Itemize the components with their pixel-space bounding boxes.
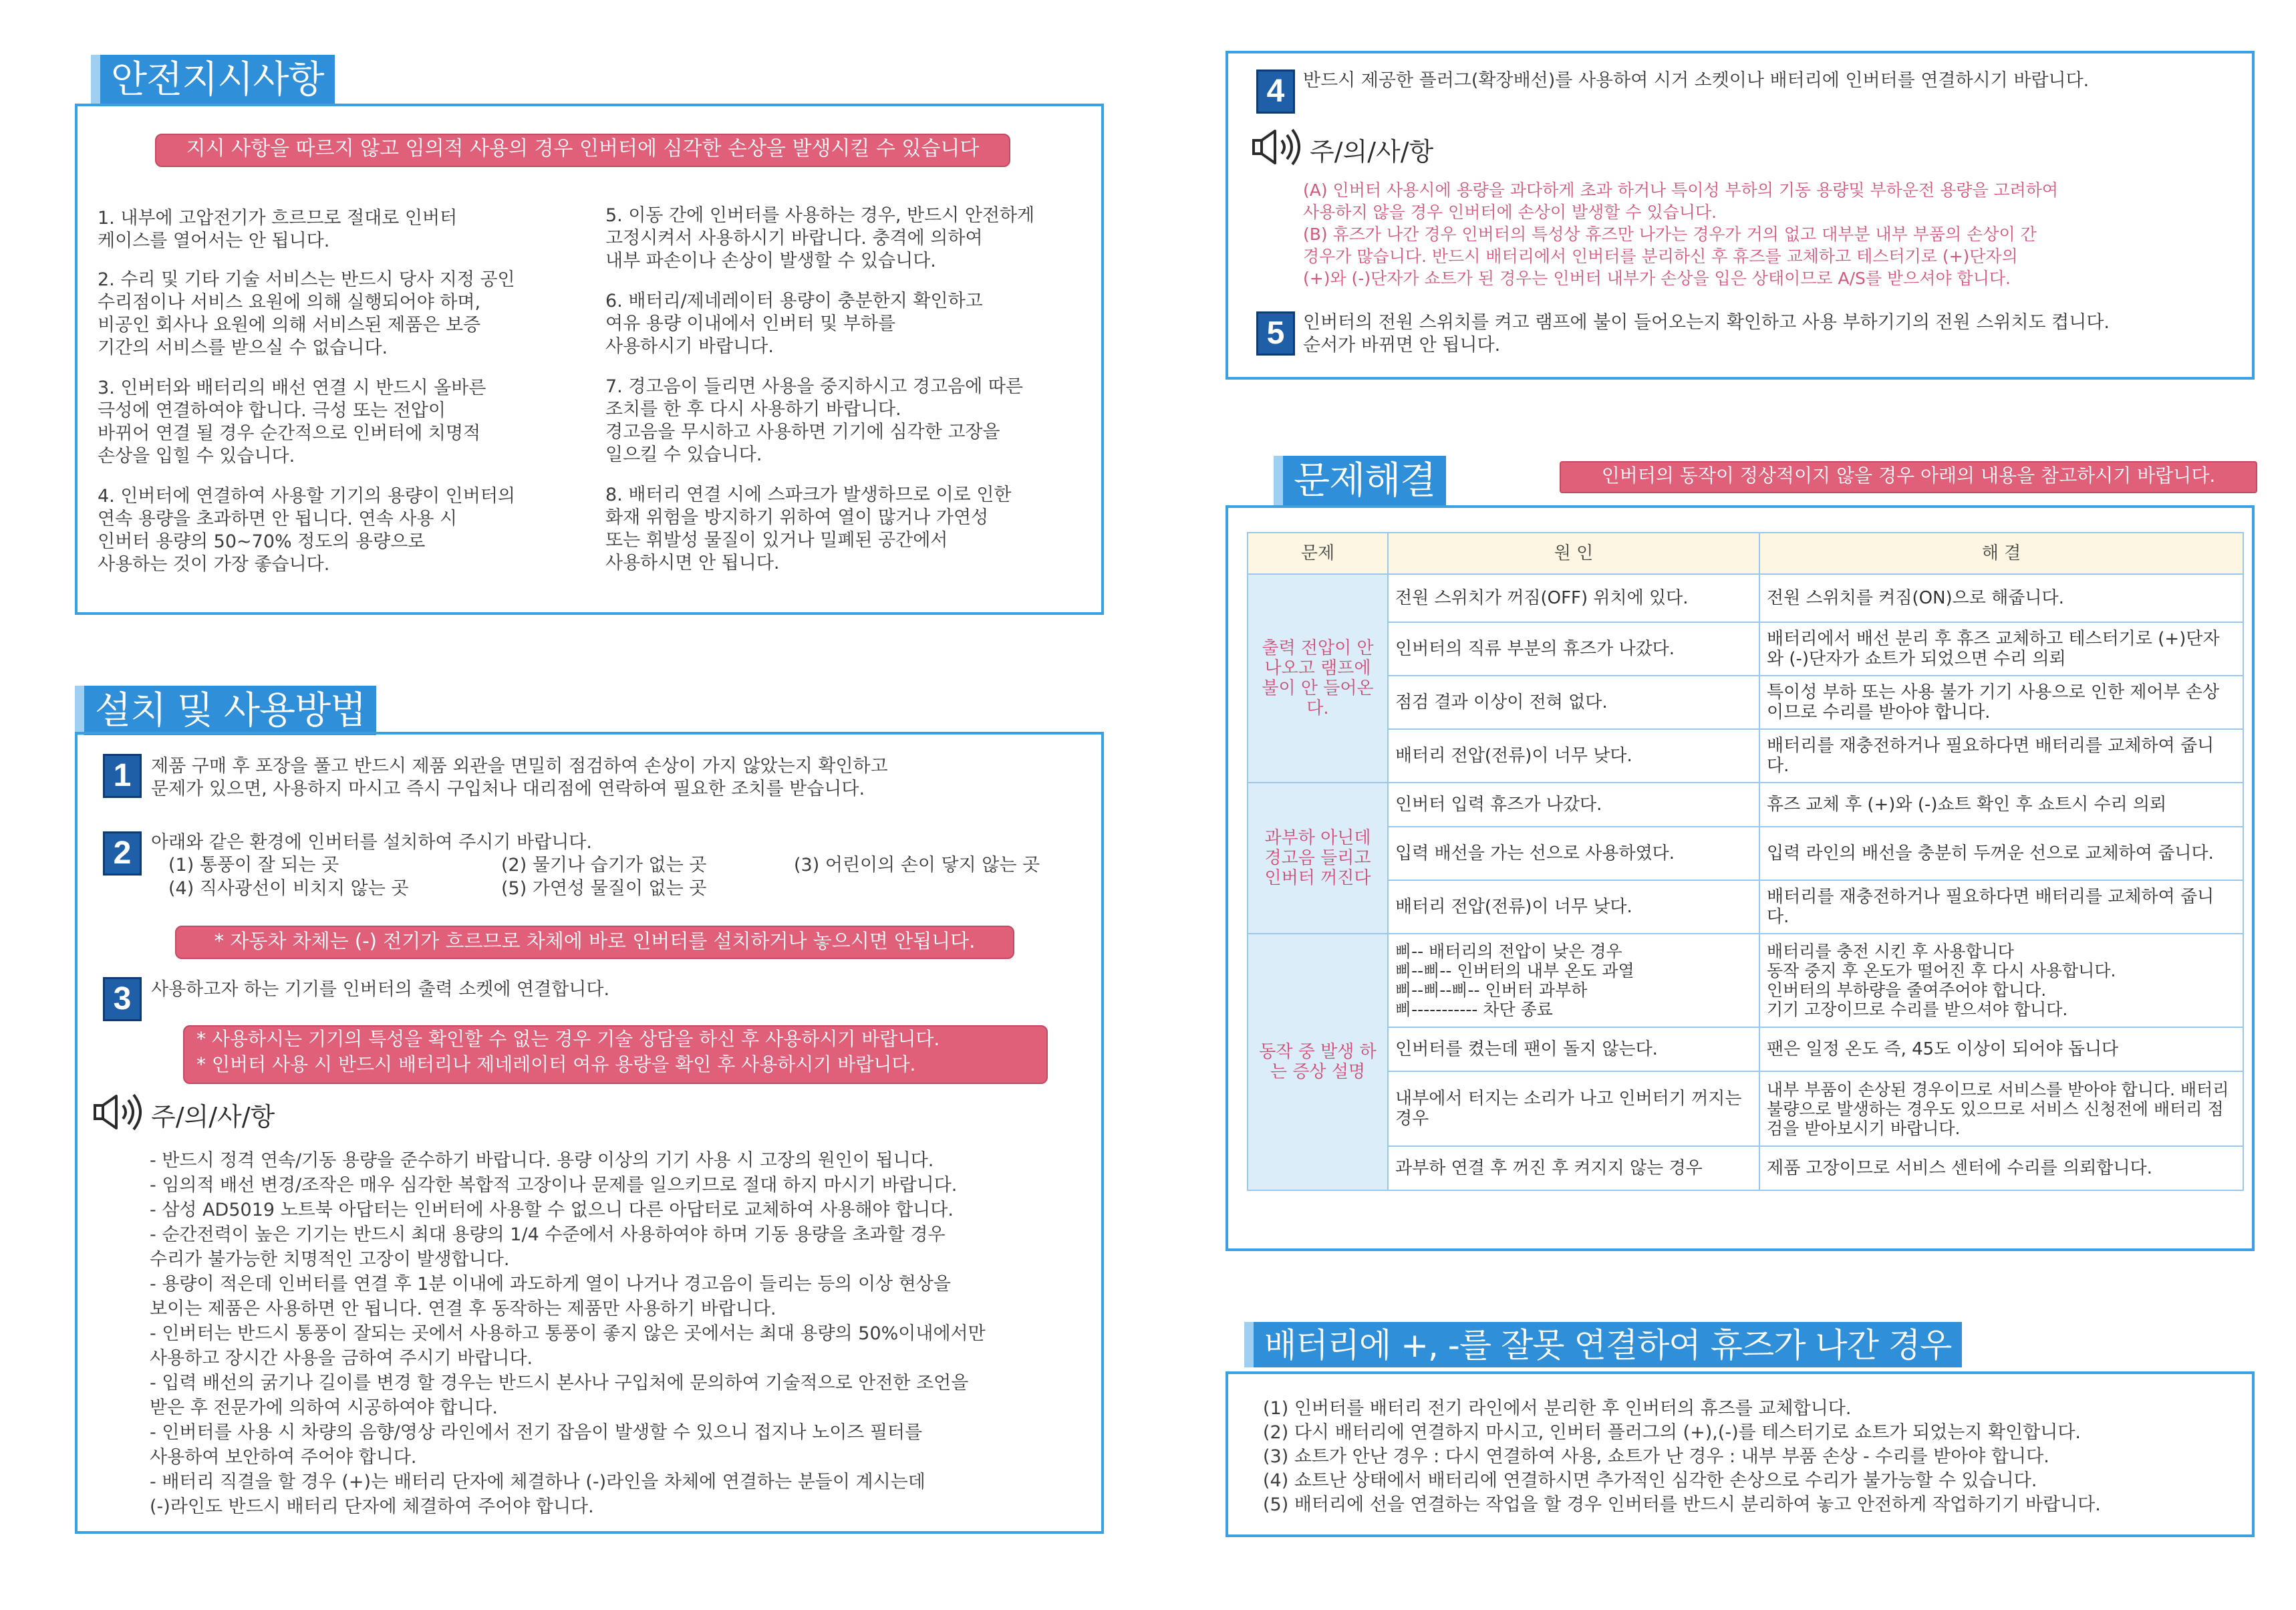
trouble-section-title: 문제해결 [1274, 456, 1446, 505]
step-2-option: (1) 통풍이 잘 되는 곳 [168, 855, 339, 876]
problem-cell: 과부하 아닌데 경고음 들리고 인버터 꺼진다 [1248, 783, 1388, 934]
solution-cell: 배터리에서 배선 분리 후 휴즈 교체하고 테스터기로 (+)단자와 (-)단자가 쇼트가 되었으면 수리 의뢰 [1759, 622, 2243, 676]
cause-cell: 전원 스위치가 꺼짐(OFF) 위치에 있다. [1388, 574, 1759, 622]
safety-item: 1. 내부에 고압전기가 흐르므로 절대로 인버터 케이스를 열어서는 안 됩니다. [98, 208, 458, 251]
caution-line: (B) 휴즈가 나간 경우 인버터의 특성상 휴즈만 나가는 경우가 거의 없고 대부분 내부 부품의 손상이 간 [1303, 225, 2037, 244]
battery-step: (1) 인버터를 배터리 전기 라인에서 분리한 후 인버터의 휴즈를 교체합니다. [1263, 1398, 1852, 1419]
cause-cell: 인버터 입력 휴즈가 나갔다. [1388, 783, 1759, 827]
safety-items-left [98, 207, 579, 576]
caution-line: (+)와 (-)단자가 쇼트가 된 경우는 인버터 내부가 손상을 입은 상태이므로 A/S를 받으셔야 합니다. [1303, 269, 2011, 288]
safety-items-right [605, 205, 1087, 575]
step-1-text: 제품 구매 후 포장을 풀고 반드시 제품 외관을 면밀히 점검하여 손상이 가지 않았는지 확인하고 문제가 있으면, 사용하지 마시고 즉시 구입처나 대리점에 연락하여 필요한 조치를 받습니다. [151, 756, 888, 799]
step-3-warning-line: * 인버터 사용 시 반드시 배터리나 제네레이터 여유 용량을 확인 후 사용하시기 바랍니다. [196, 1053, 916, 1075]
step-2-number: 2 [103, 831, 142, 876]
table-row [1248, 622, 2243, 676]
table-row [1248, 1146, 2243, 1190]
caution-line: - 반드시 정격 연속/기동 용량을 준수하기 바랍니다. 용량 이상의 기기 사용 시 고장의 원인이 됩니다. [150, 1150, 934, 1171]
trouble-banner: 인버터의 동작이 정상적이지 않을 경우 아래의 내용을 참고하시기 바랍니다. [1560, 461, 2257, 493]
safety-item: 7. 경고음이 들리면 사용을 중지하시고 경고음에 따른 조치를 한 후 다시 사용하기 바랍니다. 경고음을 무시하고 사용하면 기기에 심각한 고장을 일으킬 수 있습니다. [605, 376, 1023, 465]
caution-label: 주/의/사/항 [1310, 137, 1434, 166]
solution-cell: 입력 라인의 배선을 충분히 두꺼운 선으로 교체하여 줍니다. [1759, 827, 2243, 880]
step-2-option: (4) 직사광선이 비치지 않는 곳 [168, 878, 409, 899]
caution-line: - 삼성 AD5019 노트북 아답터는 인버터에 사용할 수 없으니 다른 아답터로 교체하여 사용해야 합니다. [150, 1200, 954, 1220]
solution-cell: 팬은 일정 온도 즉, 45도 이상이 되어야 돕니다 [1759, 1027, 2243, 1071]
cause-cell: 점검 결과 이상이 전혀 없다. [1388, 676, 1759, 729]
solution-cell: 배터리를 재충전하거나 필요하다면 배터리를 교체하여 줍니다. [1759, 880, 2243, 934]
caution-line: - 용량이 적은데 인버터를 연결 후 1분 이내에 과도하게 열이 나거나 경고음이 들리는 등의 이상 현상을 [150, 1274, 951, 1295]
step-2-intro: 아래와 같은 환경에 인버터를 설치하여 주시기 바랍니다. [151, 832, 592, 853]
step-2-option: (5) 가연성 물질이 없는 곳 [501, 878, 707, 899]
cause-cell: 내부에서 터지는 소리가 나고 인버터기 꺼지는 경우 [1388, 1071, 1759, 1146]
step-1-number: 1 [103, 754, 142, 798]
cause-cell: 배터리 전압(전류)이 너무 낮다. [1388, 880, 1759, 934]
step-5-text: 인버터의 전원 스위치를 켜고 램프에 불이 들어오는지 확인하고 사용 부하기기의 전원 스위치도 켭니다. 순서가 바뀌면 안 됩니다. [1303, 312, 2110, 356]
cause-cell: 과부하 연결 후 꺼진 후 켜지지 않는 경우 [1388, 1146, 1759, 1190]
solution-cell: 휴즈 교체 후 (+)와 (-)쇼트 확인 후 쇼트시 수리 의뢰 [1759, 783, 2243, 827]
table-row [1248, 880, 2243, 934]
solution-cell: 배터리를 재충전하거나 필요하다면 배터리를 교체하여 줍니다. [1759, 729, 2243, 783]
solution-cell: 제품 고장이므로 서비스 센터에 수리를 의뢰합니다. [1759, 1146, 2243, 1190]
cause-cell: 배터리 전압(전류)이 너무 낮다. [1388, 729, 1759, 783]
table-row [1248, 676, 2243, 729]
trouble-table [1247, 532, 2244, 1191]
safety-item: 4. 인버터에 연결하여 사용할 기기의 용량이 인버터의 연속 용량을 초과하면 안 됩니다. 연속 사용 시 인버터 용량의 50~70% 정도의 용량으로 사용하는 것이 가장 좋습니다. [98, 486, 515, 575]
table-row [1248, 1027, 2243, 1071]
safety-section-title: 안전지시사항 [91, 55, 335, 104]
safety-warning-banner: 지시 사항을 따르지 않고 임의적 사용의 경우 인버터에 심각한 손상을 발생시킬 수 있습니다 [155, 134, 1010, 167]
solution-cell: 내부 부품이 손상된 경우이므로 서비스를 받아야 합니다. 배터리 불량으로 발생하는 경우도 있으므로 서비스 신청전에 배터리 점검을 받아보시기 바랍니다. [1759, 1071, 2243, 1146]
table-row [1248, 827, 2243, 880]
speaker-icon [1251, 127, 1303, 167]
step-2-option: (3) 어린이의 손이 닿지 않는 곳 [794, 855, 1040, 876]
battery-step: (3) 쇼트가 안난 경우 : 다시 연결하여 사용, 쇼트가 난 경우 : 내부 부품 손상 - 수리를 받아야 합니다. [1263, 1446, 2049, 1467]
solution-cell: 배터리를 충전 시킨 후 사용합니다 동작 중지 후 온도가 떨어진 후 다시 사용합니다. 인버터의 부하량을 줄여주어야 합니다. 기기 고장이므로 수리를 받으셔야 합니다. [1759, 934, 2243, 1027]
caution-label: 주/의/사/항 [151, 1102, 275, 1131]
table-row [1248, 1071, 2243, 1146]
solution-cell: 전원 스위치를 켜짐(ON)으로 해줍니다. [1759, 574, 2243, 622]
caution-line: - 임의적 배선 변경/조작은 매우 심각한 복합적 고장이나 문제를 일으키므로 절대 하지 마시기 바랍니다. [150, 1175, 958, 1196]
step-5-number: 5 [1256, 311, 1295, 356]
battery-steps [1263, 1397, 2101, 1517]
safety-item: 6. 배터리/제네레이터 용량이 충분한지 확인하고 여유 용량 이내에서 인버터 및 부하를 사용하시기 바랍니다. [605, 291, 983, 357]
step-2-option: (2) 물기나 습기가 없는 곳 [501, 855, 707, 876]
table-row [1248, 574, 2243, 622]
caution-line: - 인버터를 사용 시 차량의 음향/영상 라인에서 전기 잡음이 발생할 수 있으니 접지나 노이즈 필터를 [150, 1422, 923, 1443]
step-4-text: 반드시 제공한 플러그(확장배선)를 사용하여 시거 소켓이나 배터리에 인버터를 연결하시기 바랍니다. [1303, 70, 2090, 91]
caution-line: 사용하고 장시간 사용을 금하여 주시기 바랍니다. [150, 1348, 533, 1369]
speaker-icon [92, 1092, 144, 1132]
caution-line: (A) 인버터 사용시에 용량을 과다하게 초과 하거나 특이성 부하의 기동 용량및 부하운전 용량을 고려하여 [1303, 180, 2059, 200]
header-problem: 문제 [1248, 533, 1388, 574]
solution-cell: 특이성 부하 또는 사용 불가 기기 사용으로 인한 제어부 손상이므로 수리를 받아야 합니다. [1759, 676, 2243, 729]
right-caution-header [1251, 127, 1518, 167]
caution-line: - 입력 배선의 굵기나 길이를 변경 할 경우는 반드시 본사나 구입처에 문의하여 기술적으로 안전한 조언을 [150, 1373, 969, 1393]
problem-cell: 동작 중 발생 하는 증상 설명 [1248, 934, 1388, 1190]
table-header-row [1248, 533, 2243, 574]
left-caution-header [92, 1092, 360, 1132]
caution-line: (-)라인도 반드시 배터리 단자에 체결하여 주어야 합니다. [150, 1496, 594, 1517]
caution-line: - 인버터는 반드시 통풍이 잘되는 곳에서 사용하고 통풍이 좋지 않은 곳에서는 최대 용량의 50%이내에서만 [150, 1323, 986, 1344]
step-2-warning-banner: * 자동차 차체는 (-) 전기가 흐르므로 차체에 바로 인버터를 설치하거나 놓으시면 안됩니다. [175, 926, 1014, 959]
safety-item: 3. 인버터와 배터리의 배선 연결 시 반드시 올바른 극성에 연결하여야 합니다. 극성 또는 전압이 바뀌어 연결 될 경우 순간적으로 인버터에 치명적 손상을 입힐 수 있습니다. [98, 378, 486, 466]
step-3-number: 3 [103, 977, 142, 1021]
cause-cell: 인버터를 켰는데 팬이 돌지 않는다. [1388, 1027, 1759, 1071]
caution-line: - 순간전력이 높은 기기는 반드시 최대 용량의 1/4 수준에서 사용하여야 하며 기동 용량을 초과할 경우 [150, 1224, 946, 1245]
cause-cell: 인버터의 직류 부분의 휴즈가 나갔다. [1388, 622, 1759, 676]
step-4-number: 4 [1256, 70, 1295, 114]
table-row [1248, 934, 2243, 1027]
header-cause: 원 인 [1388, 533, 1759, 574]
cause-cell: 삐-- 배터리의 전압이 낮은 경우 삐--삐-- 인버터의 내부 온도 과열 삐--삐--삐-- 인버터 과부하 삐----------- 차단 종료 [1388, 934, 1759, 1027]
caution-line: 경우가 많습니다. 반드시 배터리에서 인버터를 분리하신 후 휴즈를 교체하고 테스터기로 (+)단자의 [1303, 247, 2018, 266]
step-3-warning-banner [183, 1025, 1048, 1084]
install-section-title: 설치 및 사용방법 [75, 686, 376, 735]
caution-line: 사용하지 않을 경우 인버터에 손상이 발생할 수 있습니다. [1303, 203, 1717, 222]
caution-line: - 배터리 직결을 할 경우 (+)는 배터리 단자에 체결하나 (-)라인을 차체에 연결하는 분들이 계시는데 [150, 1472, 925, 1492]
table-row [1248, 729, 2243, 783]
header-solution: 해 결 [1759, 533, 2243, 574]
cause-cell: 입력 배선을 가는 선으로 사용하였다. [1388, 827, 1759, 880]
battery-step: (5) 배터리에 선을 연결하는 작업을 할 경우 인버터를 반드시 분리하여 놓고 안전하게 작업하기기 바랍니다. [1263, 1494, 2101, 1515]
problem-cell: 출력 전압이 안 나오고 램프에 불이 안 들어온다. [1248, 574, 1388, 783]
safety-item: 5. 이동 간에 인버터를 사용하는 경우, 반드시 안전하게 고정시켜서 사용하시기 바랍니다. 충격에 의하여 내부 파손이나 손상이 발생할 수 있습니다. [605, 205, 1035, 271]
caution-line: 사용하여 보안하여 주어야 합니다. [150, 1447, 417, 1468]
right-caution-list [1303, 179, 2058, 289]
battery-section-title: 배터리에 +, -를 잘못 연결하여 휴즈가 나간 경우 [1244, 1322, 1962, 1367]
step-3-warning-line: * 사용하시는 기기의 특성을 확인할 수 없는 경우 기술 상담을 하신 후 사용하시기 바랍니다. [196, 1028, 940, 1050]
left-caution-list [150, 1148, 1092, 1519]
step-3-text: 사용하고자 하는 기기를 인버터의 출력 소켓에 연결합니다. [151, 979, 610, 1000]
safety-item: 2. 수리 및 기타 기술 서비스는 반드시 당사 지정 공인 수리점이나 서비스 요원에 의해 실행되어야 하며, 비공인 회사나 요원에 의해 서비스된 제품은 보증 기간의 서비스를 받으실 수 없습니다. [98, 269, 515, 358]
safety-item: 8. 배터리 연결 시에 스파크가 발생하므로 이로 인한 화재 위험을 방지하기 위하여 열이 많거나 가연성 또는 휘발성 물질이 있거나 밀폐된 공간에서 사용하시면 안 됩니다. [605, 485, 1012, 573]
caution-line: 받은 후 전문가에 의하여 시공하여야 합니다. [150, 1397, 498, 1418]
caution-line: 보이는 제품은 사용하면 안 됩니다. 연결 후 동작하는 제품만 사용하기 바랍니다. [150, 1299, 776, 1319]
battery-step: (4) 쇼트난 상태에서 배터리에 연결하시면 추가적인 심각한 손상으로 수리가 불가능할 수 있습니다. [1263, 1470, 2037, 1491]
caution-line: 수리가 불가능한 치명적인 고장이 발생합니다. [150, 1249, 510, 1270]
table-row [1248, 783, 2243, 827]
battery-step: (2) 다시 배터리에 연결하지 마시고, 인버터 플러그의 (+),(-)를 테스터기로 쇼트가 되었는지 확인합니다. [1263, 1422, 2082, 1443]
